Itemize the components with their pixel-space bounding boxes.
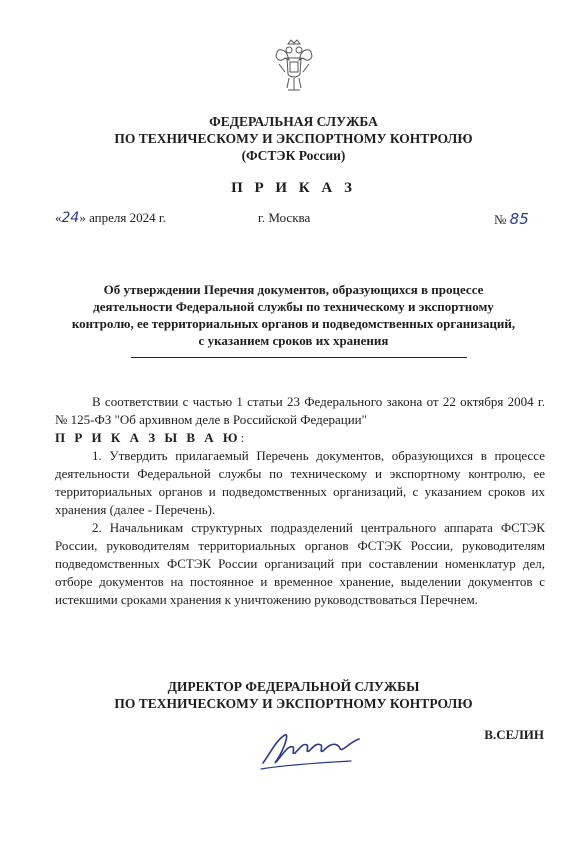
agency-line-1: ФЕДЕРАЛЬНАЯ СЛУЖБА — [209, 114, 378, 129]
number-label: № — [494, 212, 507, 227]
subject-line-2: деятельности Федеральной службы по техническому и экспортному — [93, 299, 494, 314]
coat-of-arms-icon — [271, 38, 317, 100]
order-item-1: 1. Утвердить прилагаемый Перечень документов, образующихся в процессе деятельности Федеральной службы по техническому и экспортному контролю, ее территориальных органов и подведомственных организаций, с указанием сроков их хранения (далее - Перечень). — [55, 448, 545, 517]
position-line-2: ПО ТЕХНИЧЕСКОМУ И ЭКСПОРТНОМУ КОНТРОЛЮ — [114, 696, 473, 711]
agency-line-3: (ФСТЭК России) — [241, 148, 346, 163]
signatory-position — [0, 678, 587, 712]
date-day-handwritten: 24 — [61, 210, 80, 226]
date-open-quote: « — [55, 210, 62, 225]
position-line-1: ДИРЕКТОР ФЕДЕРАЛЬНОЙ СЛУЖБЫ — [167, 679, 420, 694]
order-body — [55, 393, 545, 609]
subject-underline — [131, 357, 467, 358]
subject-line-1: Об утверждении Перечня документов, образующихся в процессе — [103, 282, 484, 297]
order-number — [494, 210, 529, 228]
order-subject — [0, 281, 587, 349]
orders-colon: : — [240, 430, 245, 445]
signatory-name: В.СЕЛИН — [484, 727, 544, 742]
agency-name — [0, 113, 587, 164]
subject-line-3: контролю, ее территориальных органов и подведомственных организаций, — [71, 316, 516, 331]
order-city: г. Москва — [258, 210, 311, 225]
order-title: П Р И К А З — [231, 180, 356, 196]
agency-line-2: ПО ТЕХНИЧЕСКОМУ И ЭКСПОРТНОМУ КОНТРОЛЮ — [114, 131, 473, 146]
order-item-2: 2. Начальникам структурных подразделений центрального аппарата ФСТЭК России, руководителям территориальных органов ФСТЭК России, руководителям подведомственных ФСТЭК России организаций при составлении номенклатур дел, отборе документов на постоянное и временное хранение, выделении документов с истекшими сроками хранения к уничтожению руководствоваться Перечнем. — [55, 520, 545, 607]
orders-word: П Р И К А З Ы В А Ю — [55, 430, 241, 445]
order-date — [55, 210, 166, 226]
date-rest: » апреля 2024 г. — [79, 210, 166, 225]
handwritten-signature-icon — [255, 725, 365, 775]
orders-heading — [55, 429, 545, 447]
preamble: В соответствии с частью 1 статьи 23 Федерального закона от 22 октября 2004 г. № 125-ФЗ "Об архивном деле в Российской Федерации" — [55, 394, 545, 427]
number-value-handwritten: 85 — [509, 210, 529, 228]
subject-line-4: с указанием сроков их хранения — [198, 333, 389, 348]
